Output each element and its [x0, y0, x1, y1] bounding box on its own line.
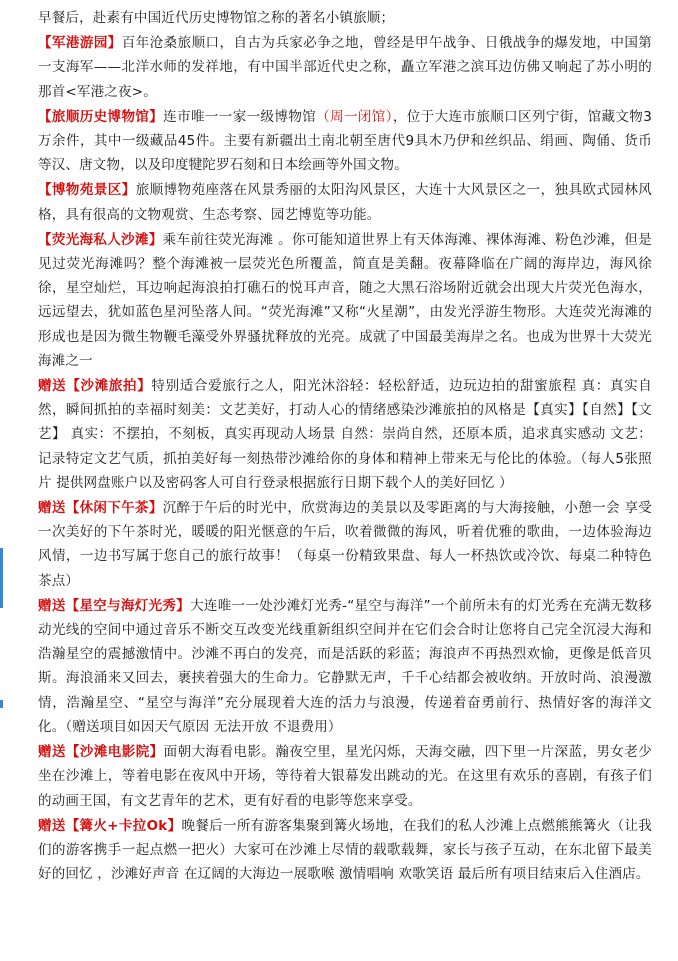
section-body: 沉醉于午后的时光中，欣赏海边的美景以及零距离的与大海接触，小憩一会 享受一次美好的下午茶时光，暖暖的阳光惬意的午后，吹着微微的海风，听着优雅的歌曲，一边体验海边风情，一边书写属于您自己的旅行故事！（每桌一份精致果盘、每人一杯热饮或冷饮、每桌二种特色茶点） [38, 500, 652, 589]
section-heading: 【休闲下午茶】 [65, 500, 163, 517]
gift-prefix: 赠送 [38, 744, 66, 761]
section-body: 连市唯一一家一级博物馆 [163, 108, 317, 125]
intro-paragraph: 早餐后，赴素有中国近代历史博物馆之称的著名小镇旅顺； [38, 10, 395, 26]
closed-monday-note: （周一闭馆） [316, 108, 393, 125]
section-heading: 【沙滩旅拍】 [66, 378, 152, 395]
section-heading: 【星空与海灯光秀】 [65, 597, 191, 614]
section-body: 乘车前往荧光海滩 。你可能知道世界上有天体海滩、裸体海滩、粉色沙滩，但是见过荧光海滩吗？整个海滩被一层荧光色所覆盖，简直是美翻。夜幕降临在广阔的海岸边，海风徐徐，星空灿烂，耳边响起海浪拍打礁石的悦耳声音，随之大黑石浴场附近就会出现大片荧光色海水，远远望去，犹如蓝色星河坠落人间。“荧光海滩”又称“火星潮”，由发光浮游生物形。大连荧光海滩的形成也是因为微生物鞭毛藻受外界骚扰释放的光亮。成就了中国最美海岸之名。也成为世界十大荧光海滩之一 [38, 231, 652, 369]
section-body: 百年沧桑旅顺口，自古为兵家必争之地，曾经是甲午战争、日俄战争的爆发地，中国第一支海军——北洋水师的发祥地，有中国半部近代史之称，矗立军港之滨耳边仿佛又响起了苏小明的那首<军港之夜>。 [38, 35, 652, 100]
section-body: 面朝大海看电影。瀚夜空里，星光闪烁，天海交融，四下里一片深蓝，男女老少坐在沙滩上，等着电影在夜风中开场，等待着大银幕发出跳动的光。在这里有欢乐的喜剧，有孩子们的动画王国，有文艺青年的艺术，更有好看的电影等您来享受。 [38, 744, 653, 809]
section-body: ，位于大连市旅顺口区列宁街，馆藏文物3万余件，其中一级藏品45件。主要有新疆出土南北朝至唐代9具木乃伊和丝织品、绢画、陶俑、货币等汉、唐文物，以及印度犍陀罗石刻和日本绘画等外国文物。 [38, 108, 653, 174]
section-heading: 【沙滩电影院】 [65, 744, 164, 761]
gift-prefix: 赠送 [38, 817, 66, 834]
section-heading: 【旅顺历史博物馆】 [38, 108, 164, 125]
gift-prefix: 赠送 [38, 597, 66, 614]
section-military-port [0, 31, 678, 104]
left-edge-marker [0, 548, 3, 608]
section-bonfire-karaoke [0, 814, 678, 887]
section-fluorescent-beach [0, 228, 678, 373]
section-afternoon-tea [0, 496, 678, 593]
section-body: 旅顺博物苑座落在风景秀丽的太阳沟风景区，大连十大风景区之一，独具欧式园林风格，具有很高的文物观赏、生态考察、园艺博览等功能。 [38, 182, 652, 223]
section-heading: 【军港游园】 [38, 35, 122, 52]
section-museum-park [0, 178, 678, 226]
gift-prefix: 赠送 [38, 378, 67, 395]
section-body: 特别适合爱旅行之人，阳光沐浴轻：轻松舒适，边玩边拍的甜蜜旅程 真：真实自然，瞬间抓拍的幸福时刻美：文艺美好，打动人心的情绪感染沙滩旅拍的风格是【真实】【自然】【文艺】 真实：不摆拍，不刻板，真实再现动人场景 自然：崇尚自然，还原本质，追求真实感动 文艺：记录特定文艺气质，抓拍美好每一刻热带沙滩给你的身体和精神上带来无与伦比的体验。（每人5张照片 提供网盘账户以及密码客人可自行登录根据旅行日期下载个人的美好回忆 ） [38, 378, 652, 491]
section-heading: 【荧光海私人沙滩】 [38, 231, 163, 248]
section-body: 大连唯一一处沙滩灯光秀-“星空与海洋”一个前所未有的灯光秀在充满无数移动光线的空间中通过音乐不断交互改变光线重新组织空间并在它们会合时让您将自己完全沉浸大海和浩瀚星空的震撼激情中。沙滩不再白的发亮，而是活跃的彩蓝；海浪声不再热烈欢愉，更像是低音贝斯。海浪涌来又回去，裹挟着强大的生命力。它静默无声，千千心结都会被收纳。开放时尚、浪漫激情，浩瀚星空、“星空与海洋”充分展现着大连的活力与浪漫，传递着奋勇前行、热情好客的海洋文化。（赠送项目如因天气原因 无法开放 不退费用） [38, 597, 653, 735]
section-beach-cinema [0, 740, 678, 813]
left-edge-marker [0, 700, 3, 708]
section-light-show [0, 594, 678, 739]
section-beach-photo [0, 374, 678, 495]
section-heading: 【博物苑景区】 [38, 182, 136, 199]
gift-prefix: 赠送 [38, 500, 66, 517]
section-heading: 【篝火+卡拉Ok】 [65, 817, 182, 834]
section-body: 晚餐后一所有游客集聚到篝火场地，在我们的私人沙滩上点燃熊熊篝火（让我们的游客携手一起点燃一把火）大家可在沙滩上尽情的载歌载舞，家长与孩子互动，在东北留下最美好的回忆 ，沙滩好声音 在辽阔的大海边一展歌喉 激情唱响 欢歌笑语 最后所有项目结束后入住酒店。 [38, 817, 652, 883]
section-lushun-museum [0, 105, 678, 178]
